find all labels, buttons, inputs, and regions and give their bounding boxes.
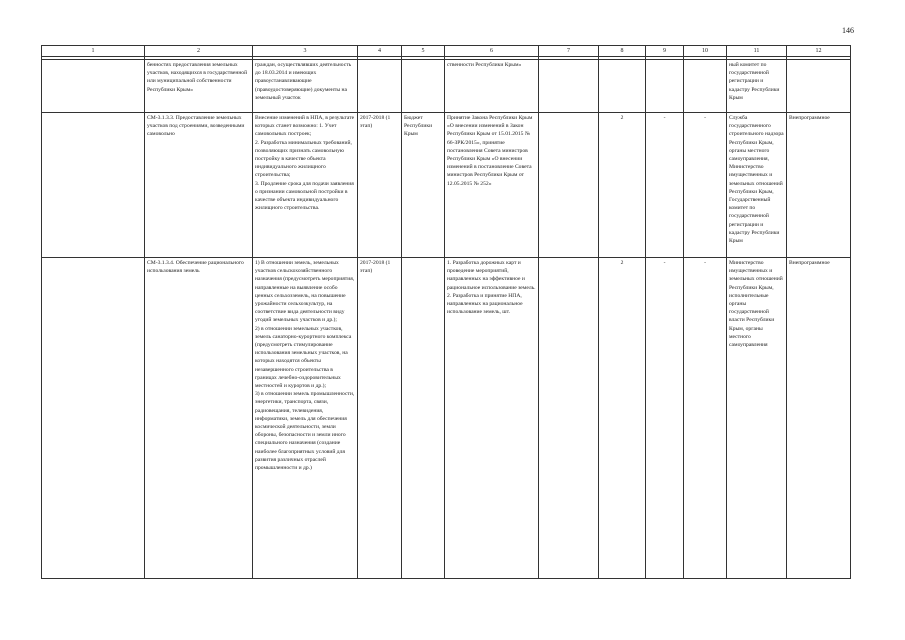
cell-col1 — [42, 113, 145, 258]
cell-funding: Бюджет Республики Крым — [402, 113, 445, 258]
cell-description: граждан, осуществлявших деятельность до 18.03.2014 и имеющих правоустанавливающие (правоудостоверяющие) документы на земельный участок — [253, 60, 358, 113]
table-row — [42, 113, 851, 258]
cell-period: 2017-2018 (1 этап) — [358, 258, 402, 579]
cell-program: Внепрограммное — [787, 113, 851, 258]
cell-col1 — [42, 60, 145, 113]
cell-program — [787, 60, 851, 113]
cell-description: Внесение изменений в НПА, в результате которых станет возможно: 1. Учет самовольных построек; 2. Разработка минимальных требований, позволяющих признать самовольную постройку в качестве объекта индивидуального жилищного строительства; 3. Продление срока для подачи заявления о признании самовольной постройки в качестве объекта индивидуального жилищного строительства. — [253, 113, 358, 258]
column-header: 4 — [358, 46, 402, 57]
cell-col8: 2 — [599, 258, 646, 579]
page-number: 146 — [842, 26, 854, 35]
cell-responsible: Служба государственного строительного надзора Республики Крым, органы местного самоуправления, Министерство имущественных и земельных отношений Республики Крым, Государственный комитет по государственной регистрации и кадастру Республики Крым — [727, 113, 787, 258]
cell-col7 — [539, 258, 599, 579]
cell-measure: СМ-3.1.3.3. Предоставление земельных участков под строениями, возведенными самовольно — [145, 113, 253, 258]
cell-program: Внепрограммное — [787, 258, 851, 579]
cell-measure: бенностях предоставления земельных участков, находящихся в государственной или муниципальной собственности Республики Крым» — [145, 60, 253, 113]
cell-description: 1) В отношении земель, земельных участков сельскохозяйственного назначения (предусмотреть мероприятия, направленные на выявление особо ценных сельхозземель, на повышение урожайности сельхозкультур, на соответствие вида деятельности виду угодий земельных участков и др.); 2) в отношении земельных участков, земель санаторно-курортного комплекса (предусмотреть стимулирование использования земельных участков, на которых находятся объекты незавершенного строительства в границах лечебно-оздоровительных местностей и курортов и др.); 3) в отношении земель промышленности, энергетики, транспорта, связи, радиовещания, телевидения, информатики, земель для обеспечения космической деятельности, земли обороны, безопасности и земли иного специального назначения (создание наиболее благоприятных условий для развития различных отраслей промышленности и др.) — [253, 258, 358, 579]
cell-col7 — [539, 60, 599, 113]
cell-col10: - — [684, 113, 727, 258]
cell-funding — [402, 60, 445, 113]
column-header: 1 — [42, 46, 145, 57]
cell-col8: 2 — [599, 113, 646, 258]
cell-col9: - — [646, 258, 684, 579]
cell-period — [358, 60, 402, 113]
cell-col10: - — [684, 258, 727, 579]
cell-col9: - — [646, 113, 684, 258]
column-header: 8 — [599, 46, 646, 57]
cell-col8 — [599, 60, 646, 113]
program-table — [41, 45, 851, 579]
cell-col1 — [42, 258, 145, 579]
cell-col10 — [684, 60, 727, 113]
column-header: 12 — [787, 46, 851, 57]
cell-period: 2017-2018 (1 этап) — [358, 113, 402, 258]
column-number-row — [42, 46, 851, 57]
column-header: 3 — [253, 46, 358, 57]
cell-col7 — [539, 113, 599, 258]
cell-result: Принятие Закона Республики Крым «О внесении изменений в Закон Республики Крым от 15.01.2015 № 66-ЗРК/2015», принятие постановления Совета министров Республики Крым «О внесении изменений в постановление Совета министров Республики Крым от 12.05.2015 № 252» — [445, 113, 539, 258]
column-header: 11 — [727, 46, 787, 57]
cell-measure: СМ-3.1.3.4. Обеспечение рационального использования земель — [145, 258, 253, 579]
column-header: 10 — [684, 46, 727, 57]
table-row — [42, 258, 851, 579]
column-header: 2 — [145, 46, 253, 57]
table-row — [42, 60, 851, 113]
cell-result: ственности Республики Крым» — [445, 60, 539, 113]
cell-col9 — [646, 60, 684, 113]
column-header: 5 — [402, 46, 445, 57]
cell-responsible: Министерство имущественных и земельных отношений Республики Крым, исполнительные органы государственной власти Республики Крым, органы местного самоуправления — [727, 258, 787, 579]
cell-funding — [402, 258, 445, 579]
cell-result: 1. Разработка дорожных карт и проведение мероприятий, направленных на эффективное и рациональное использование земель. 2. Разработка и принятие НПА, направленных на рациональное использование земель, шт. — [445, 258, 539, 579]
column-header: 6 — [445, 46, 539, 57]
column-header: 7 — [539, 46, 599, 57]
cell-responsible: ный комитет по государственной регистрации и кадастру Республики Крым — [727, 60, 787, 113]
column-header: 9 — [646, 46, 684, 57]
